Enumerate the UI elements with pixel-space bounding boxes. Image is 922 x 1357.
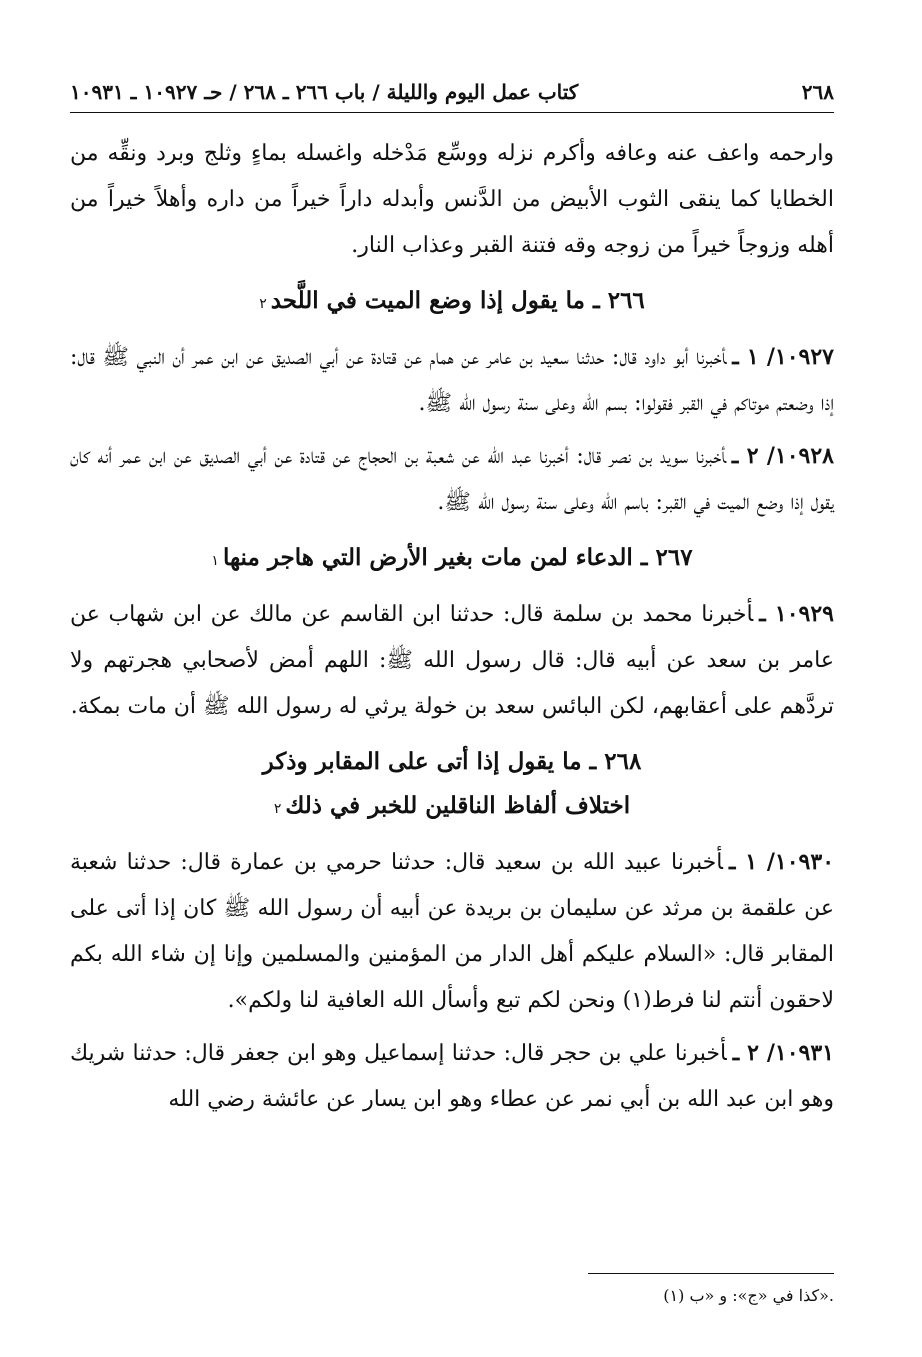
hadith-entry: [70, 433, 834, 526]
hadith-text: أخبرنا أبو داود قال: حدثنا سعيد بن عامر عن همام عن قتادة عن أبي الصديق عن ابن عمر أن النبي ﷺ قال: إذا وضعتم موتاكم في القبر فقولوا: بسم الله وعلى سنة رسول الله ﷺ.: [70, 345, 834, 416]
running-header: [70, 78, 834, 113]
hadith-text: أخبرنا عبيد الله بن سعيد قال: حدثنا حرمي بن عمارة قال: حدثنا شعبة عن علقمة بن مرثد عن سليمان بن بريدة عن أبيه أن رسول الله ﷺ كان إذا أتى على المقابر قال: «السلام عليكم أهل الدار من المؤمنين والمسلمين وإنا إن شاء الله بكم لاحقون أنتم لنا فرط(١) ونحن لكم تبع وأسأل الله العافية لنا ولكم».: [70, 850, 834, 1013]
hadith-text: أخبرنا علي بن حجر قال: حدثنا إسماعيل وهو ابن جعفر قال: حدثنا شريك وهو ابن عبد الله بن أبي نمر عن عطاء وهو ابن يسار عن عائشة رضي الله: [70, 1041, 834, 1112]
section-heading-268: [70, 740, 834, 831]
hadith-text: أخبرنا سويد بن نصر قال: أخبرنا عبد الله عن شعبة بن الحجاج عن قتادة عن أبي الصديق عن ابن عمر أنه كان يقول إذا وضع الميت في القبر: باسم الله وعلى سنة رسول الله ﷺ.: [70, 444, 834, 515]
hadith-entry: [70, 1030, 834, 1123]
hadith-entry: [70, 591, 834, 730]
hadith-number: ١٠٩٢٧/ ١ ـ: [732, 344, 834, 370]
section-heading-266: [70, 279, 834, 326]
footnote-marker: ٢: [273, 801, 282, 817]
hadith-text: أخبرنا محمد بن سلمة قال: حدثنا ابن القاسم عن مالك عن ابن شهاب عن عامر بن سعد عن أبيه قال: قال رسول الله ﷺ: اللهم أمض لأصحابي هجرتهم ولا تردَّهم على أعقابهم، لكن البائس سعد بن خولة يرثي له رسول الله ﷺ أن مات بمكة.: [70, 602, 834, 719]
hadith-number: ١٠٩٣٠/ ١ ـ: [728, 849, 835, 875]
section-heading-line1: ٢٦٨ ـ ما يقول إذا أتى على المقابر وذكر: [262, 748, 642, 775]
section-heading-267: [70, 536, 834, 583]
footnote: (١) كذا في «ج»: و «ب».: [663, 1286, 834, 1305]
hadith-number: ١٠٩٢٩ ـ: [759, 601, 834, 627]
hadith-entry: [70, 839, 834, 1024]
section-heading-text: ٢٦٦ ـ ما يقول إذا وضع الميت في اللَّحد: [270, 287, 645, 314]
running-title: كتاب عمل اليوم والليلة / باب ٢٦٦ ـ ٢٦٨ / حـ ١٠٩٢٧ ـ ١٠٩٣١: [70, 80, 579, 104]
section-heading-text: ٢٦٧ ـ الدعاء لمن مات بغير الأرض التي هاجر منها: [222, 544, 693, 571]
hadith-entry: [70, 334, 834, 427]
footnote-separator: [588, 1273, 834, 1274]
intro-paragraph: وارحمه واعف عنه وعافه وأكرم نزله ووسِّع مَدْخله واغسله بماءٍ وثلج وبرد ونقِّه من الخطايا كما ينقى الثوب الأبيض من الدَّنس وأبدله داراً خيراً من داره وأهلاً خيراً من أهله وزوجاً خيراً من زوجه وقه فتنة القبر وعذاب النار.: [70, 141, 834, 258]
section-heading-line2: اختلاف ألفاظ الناقلين للخبر في ذلك: [285, 792, 631, 819]
hadith-number: ١٠٩٢٨/ ٢ ـ: [731, 443, 834, 469]
page-number: ٢٦٨: [801, 80, 834, 104]
footnote-marker: ٢: [259, 296, 267, 312]
hadith-number: ١٠٩٣١/ ٢ ـ: [732, 1040, 834, 1066]
footnote-marker: ١: [211, 553, 219, 569]
